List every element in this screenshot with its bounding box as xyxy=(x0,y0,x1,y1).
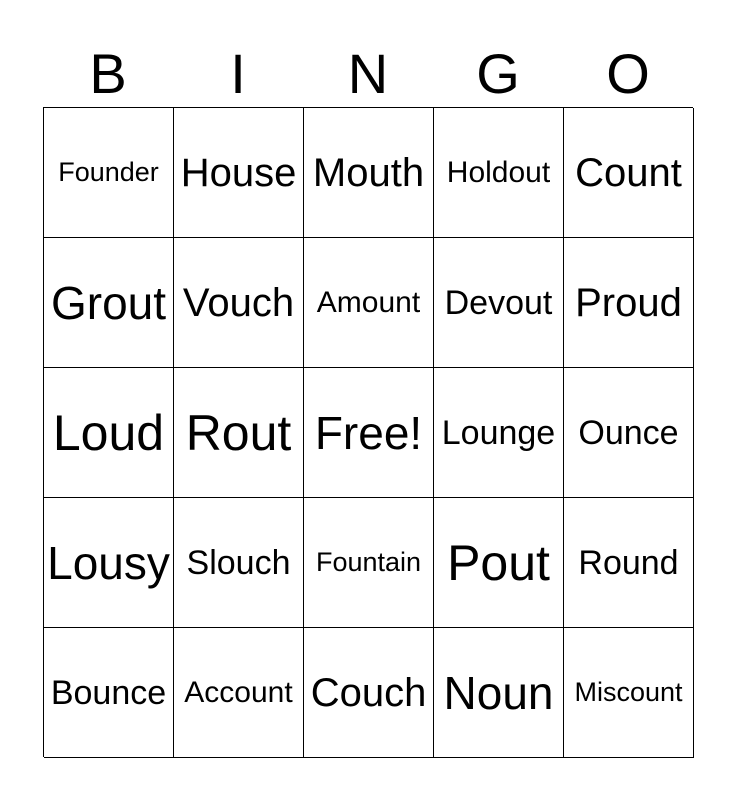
bingo-cell[interactable]: Vouch xyxy=(174,238,304,368)
header-letter-b: B xyxy=(89,42,127,105)
bingo-cell[interactable]: Devout xyxy=(434,238,564,368)
bingo-cell[interactable]: House xyxy=(174,108,304,238)
bingo-cell[interactable]: Pout xyxy=(434,498,564,628)
bingo-cell[interactable]: Fountain xyxy=(304,498,434,628)
bingo-cell[interactable]: Slouch xyxy=(174,498,304,628)
bingo-cell[interactable]: Round xyxy=(564,498,694,628)
bingo-cell[interactable]: Bounce xyxy=(44,628,174,758)
free-space-cell[interactable]: Free! xyxy=(304,368,434,498)
bingo-cell[interactable]: Miscount xyxy=(564,628,694,758)
bingo-cell[interactable]: Amount xyxy=(304,238,434,368)
bingo-cell[interactable]: Rout xyxy=(174,368,304,498)
header-letter-n: N xyxy=(347,42,389,105)
bingo-cell[interactable]: Founder xyxy=(44,108,174,238)
bingo-header xyxy=(43,40,693,108)
bingo-cell[interactable]: Account xyxy=(174,628,304,758)
bingo-cell[interactable]: Grout xyxy=(44,238,174,368)
header-letter-o: O xyxy=(606,42,650,105)
bingo-cell[interactable]: Proud xyxy=(564,238,694,368)
bingo-cell[interactable]: Loud xyxy=(44,368,174,498)
bingo-cell[interactable]: Couch xyxy=(304,628,434,758)
bingo-cell[interactable]: Holdout xyxy=(434,108,564,238)
header-letter-g: G xyxy=(476,42,520,105)
bingo-cell[interactable]: Count xyxy=(564,108,694,238)
bingo-cell[interactable]: Mouth xyxy=(304,108,434,238)
bingo-cell[interactable]: Lounge xyxy=(434,368,564,498)
bingo-board xyxy=(43,107,693,757)
bingo-cell[interactable]: Noun xyxy=(434,628,564,758)
bingo-cell[interactable]: Lousy xyxy=(44,498,174,628)
bingo-cell[interactable]: Ounce xyxy=(564,368,694,498)
header-letter-i: I xyxy=(230,42,246,105)
